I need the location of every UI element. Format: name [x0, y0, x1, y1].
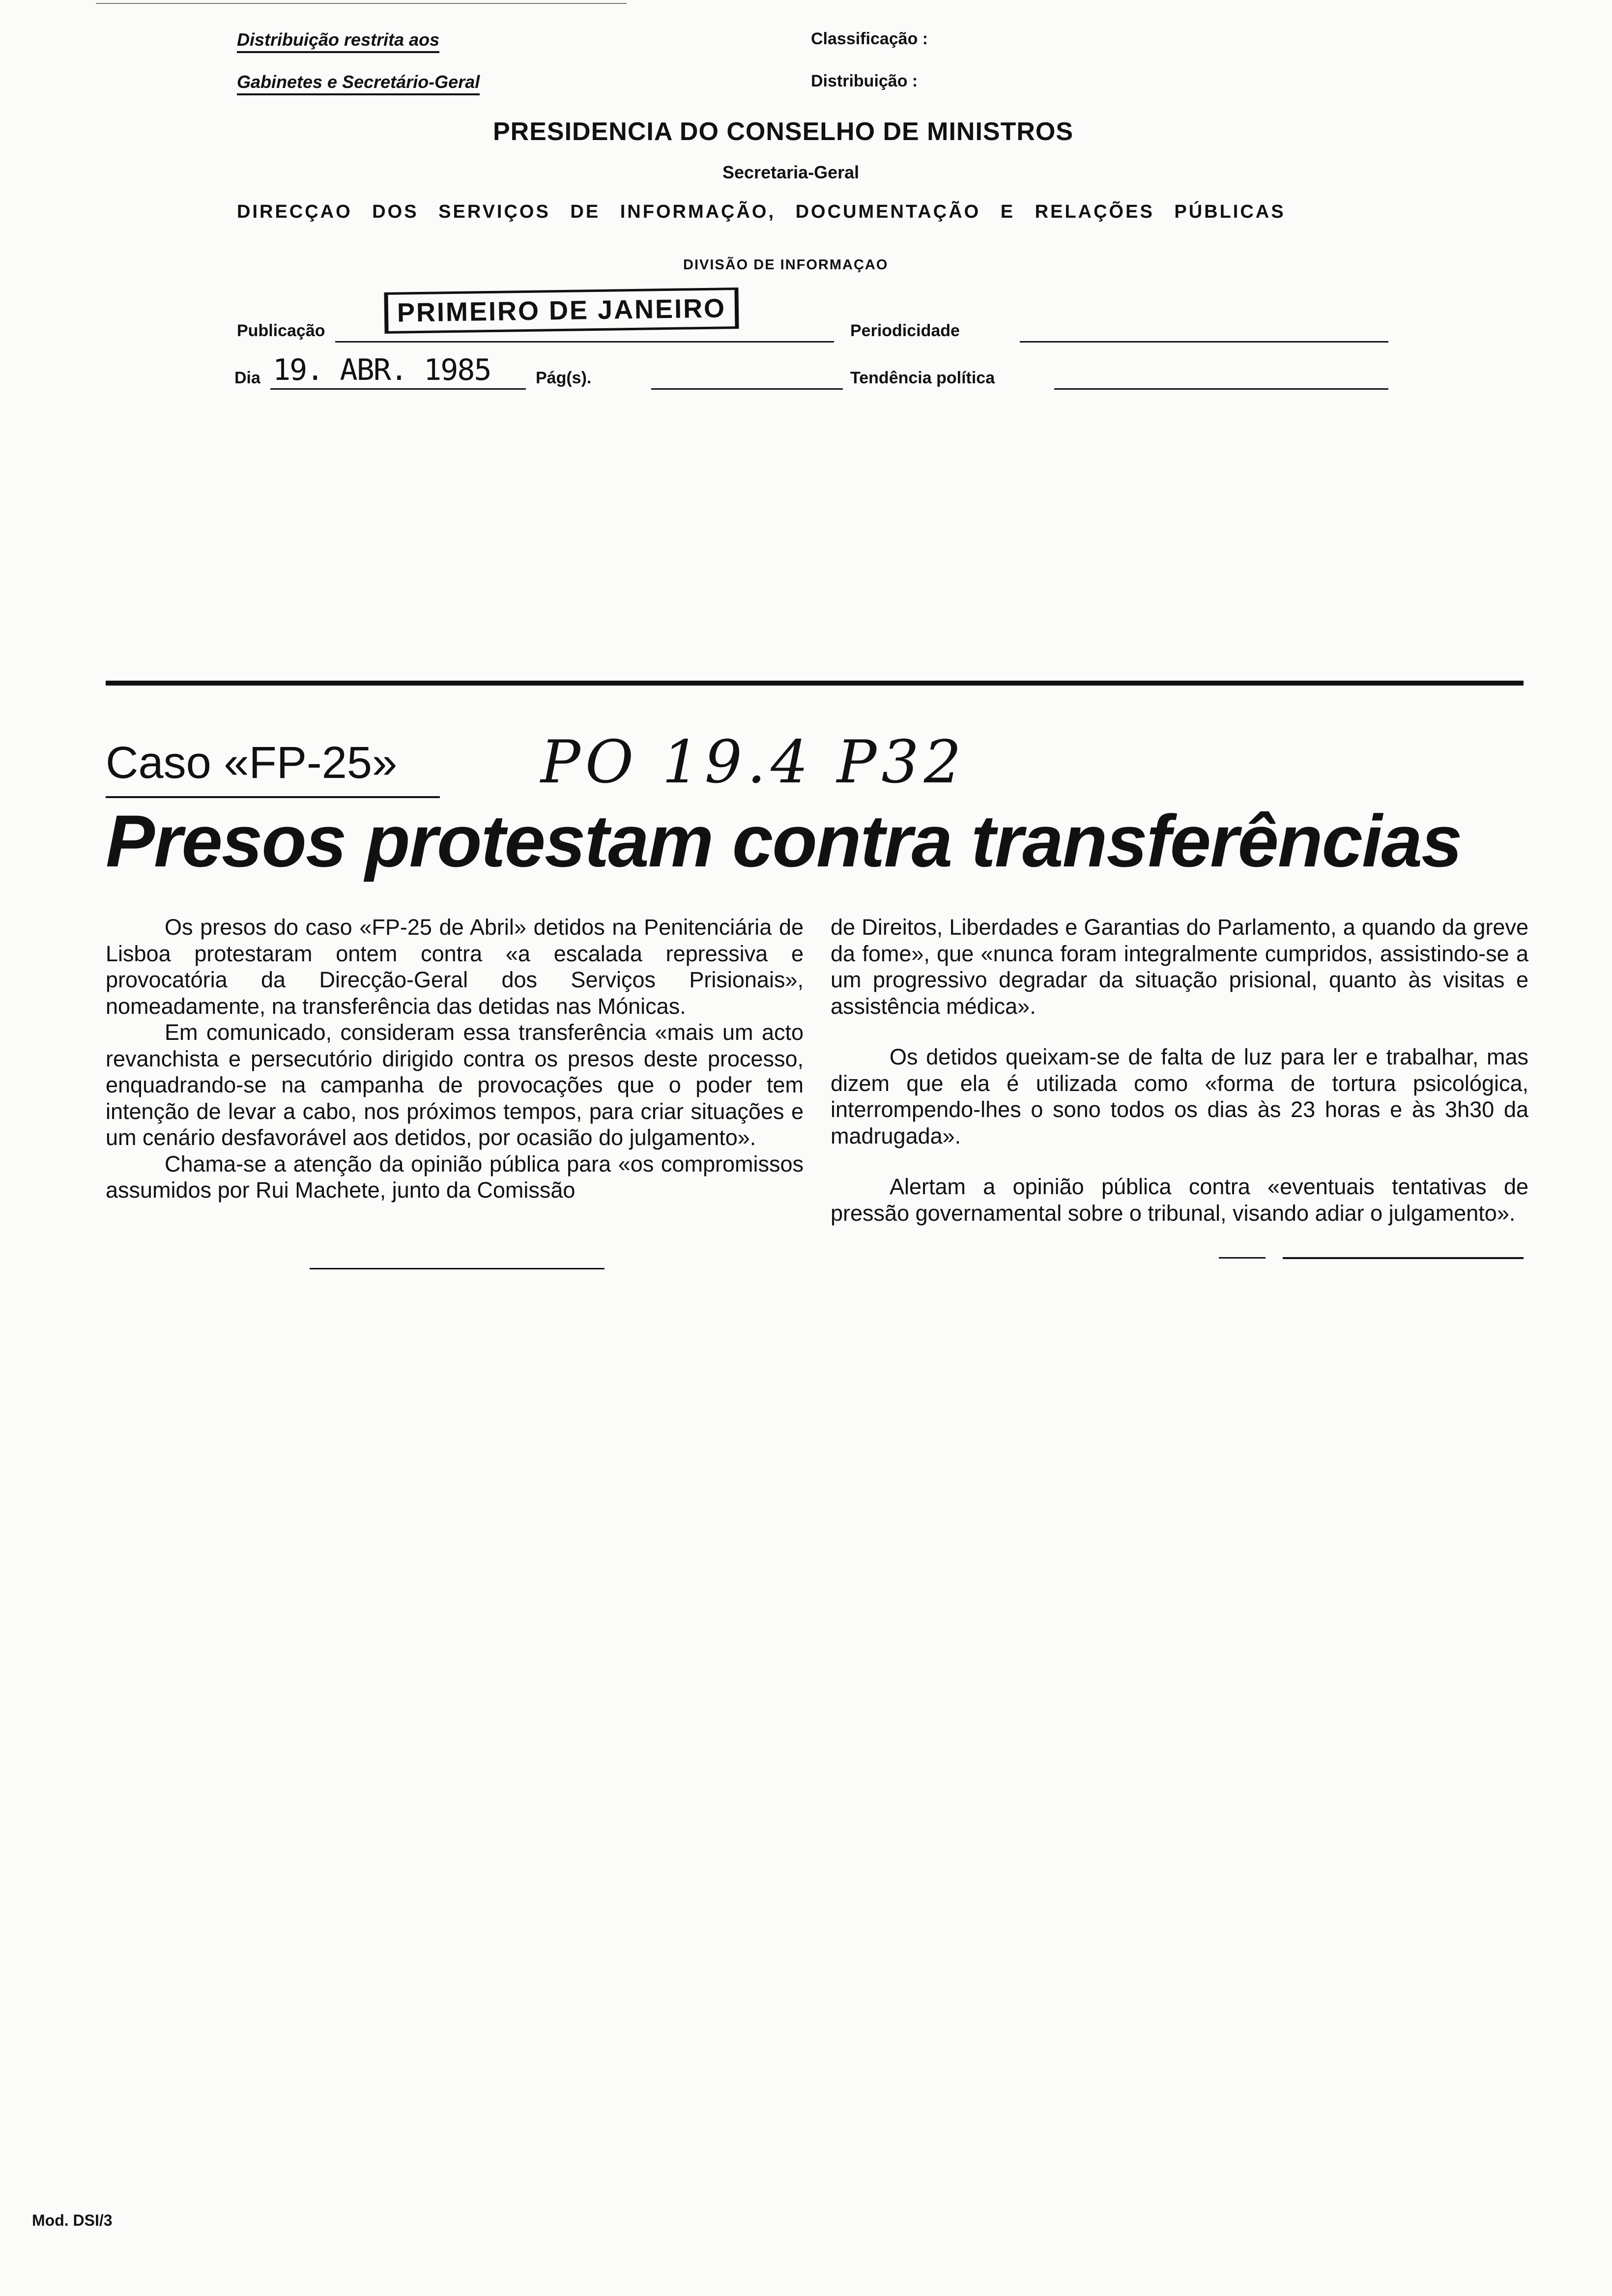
column-1-end-rule	[310, 1268, 604, 1269]
directorate-line: DIRECÇAO DOS SERVIÇOS DE INFORMAÇÃO, DOCUMENTAÇÃO E RELAÇÕES PÚBLICAS	[237, 201, 1286, 222]
kicker-underline	[106, 796, 440, 798]
article-column-1	[106, 914, 804, 1204]
column-2-end-rule-short	[1219, 1257, 1266, 1259]
col2-paragraph-2: Os detidos queixam-se de falta de luz para ler e trabalhar, mas dizem que ela é utilizada como «forma de tortura psicológica, interrompendo-lhes o sono todos os dias às 23 horas e às 3h30 da madrugada».	[831, 1044, 1528, 1148]
pages-field-line	[651, 388, 843, 390]
pages-label: Pág(s).	[536, 369, 592, 387]
political-tendency-label: Tendência política	[850, 369, 995, 387]
col2-paragraph-3: Alertam a opinião pública contra «eventuais tentativas de pressão governamental sobre o tribunal, visando adiar o julgamento».	[831, 1174, 1528, 1226]
day-label: Dia	[234, 369, 260, 387]
col2-paragraph-1: de Direitos, Liberdades e Garantias do Parlamento, a quando da greve da fome», que «nunca foram integralmente cumpridos, assistindo-se a um progressivo degradar da situação prisional, quanto às visitas e assistência médica».	[831, 915, 1528, 1019]
periodicity-field-line	[1020, 341, 1388, 343]
classification-label: Classificação :	[811, 29, 928, 48]
col1-paragraph-3: Chama-se a atenção da opinião pública para «os compromissos assumidos por Rui Machete, junto da Comissão	[106, 1151, 804, 1203]
organization-subtitle: Secretaria-Geral	[722, 162, 860, 182]
publication-field-line	[335, 341, 834, 343]
clipping-top-rule	[106, 681, 1524, 686]
publication-stamp: PRIMEIRO DE JANEIRO	[384, 287, 739, 334]
article-headline: Presos protestam contra transferências	[106, 800, 1462, 882]
col1-paragraph-2: Em comunicado, consideram essa transferência «mais um acto revanchista e persecutório dirigido contra os presos deste processo, enquadrando-se na campanha de provocações que o poder tem intenção de levar a cabo, nos próximos tempos, para criar situações e um cenário desfavorável aos detidos, por ocasião do julgamento».	[106, 1020, 804, 1150]
article-column-2	[831, 914, 1528, 1226]
date-stamp: 19. ABR. 1985	[273, 353, 491, 387]
form-model-code: Mod. DSI/3	[32, 2211, 113, 2229]
article-kicker: Caso «FP-25»	[106, 738, 398, 788]
column-2-end-rule	[1283, 1257, 1524, 1259]
periodicity-label: Periodicidade	[850, 321, 960, 340]
restricted-distribution-line2: Gabinetes e Secretário-Geral	[237, 72, 480, 95]
distribution-label: Distribuição :	[811, 72, 918, 90]
division-line: DIVISÃO DE INFORMAÇAO	[683, 257, 889, 273]
organization-title: PRESIDENCIA DO CONSELHO DE MINISTROS	[493, 117, 1074, 146]
political-tendency-field-line	[1054, 388, 1388, 390]
day-field-line	[270, 388, 526, 390]
handwritten-reference: PO 19.4 P32	[541, 728, 967, 797]
col1-paragraph-1: Os presos do caso «FP-25 de Abril» detidos na Penitenciária de Lisboa protestaram ontem contra «a escalada repressiva e provocatória da Direcção-Geral dos Serviços Prisionais», nomeadamente, na transferência das detidas nas Mónicas.	[106, 915, 804, 1019]
restricted-distribution-line1: Distribuição restrita aos	[237, 29, 439, 53]
publication-label: Publicação	[237, 321, 325, 340]
scan-edge-line	[96, 3, 627, 4]
